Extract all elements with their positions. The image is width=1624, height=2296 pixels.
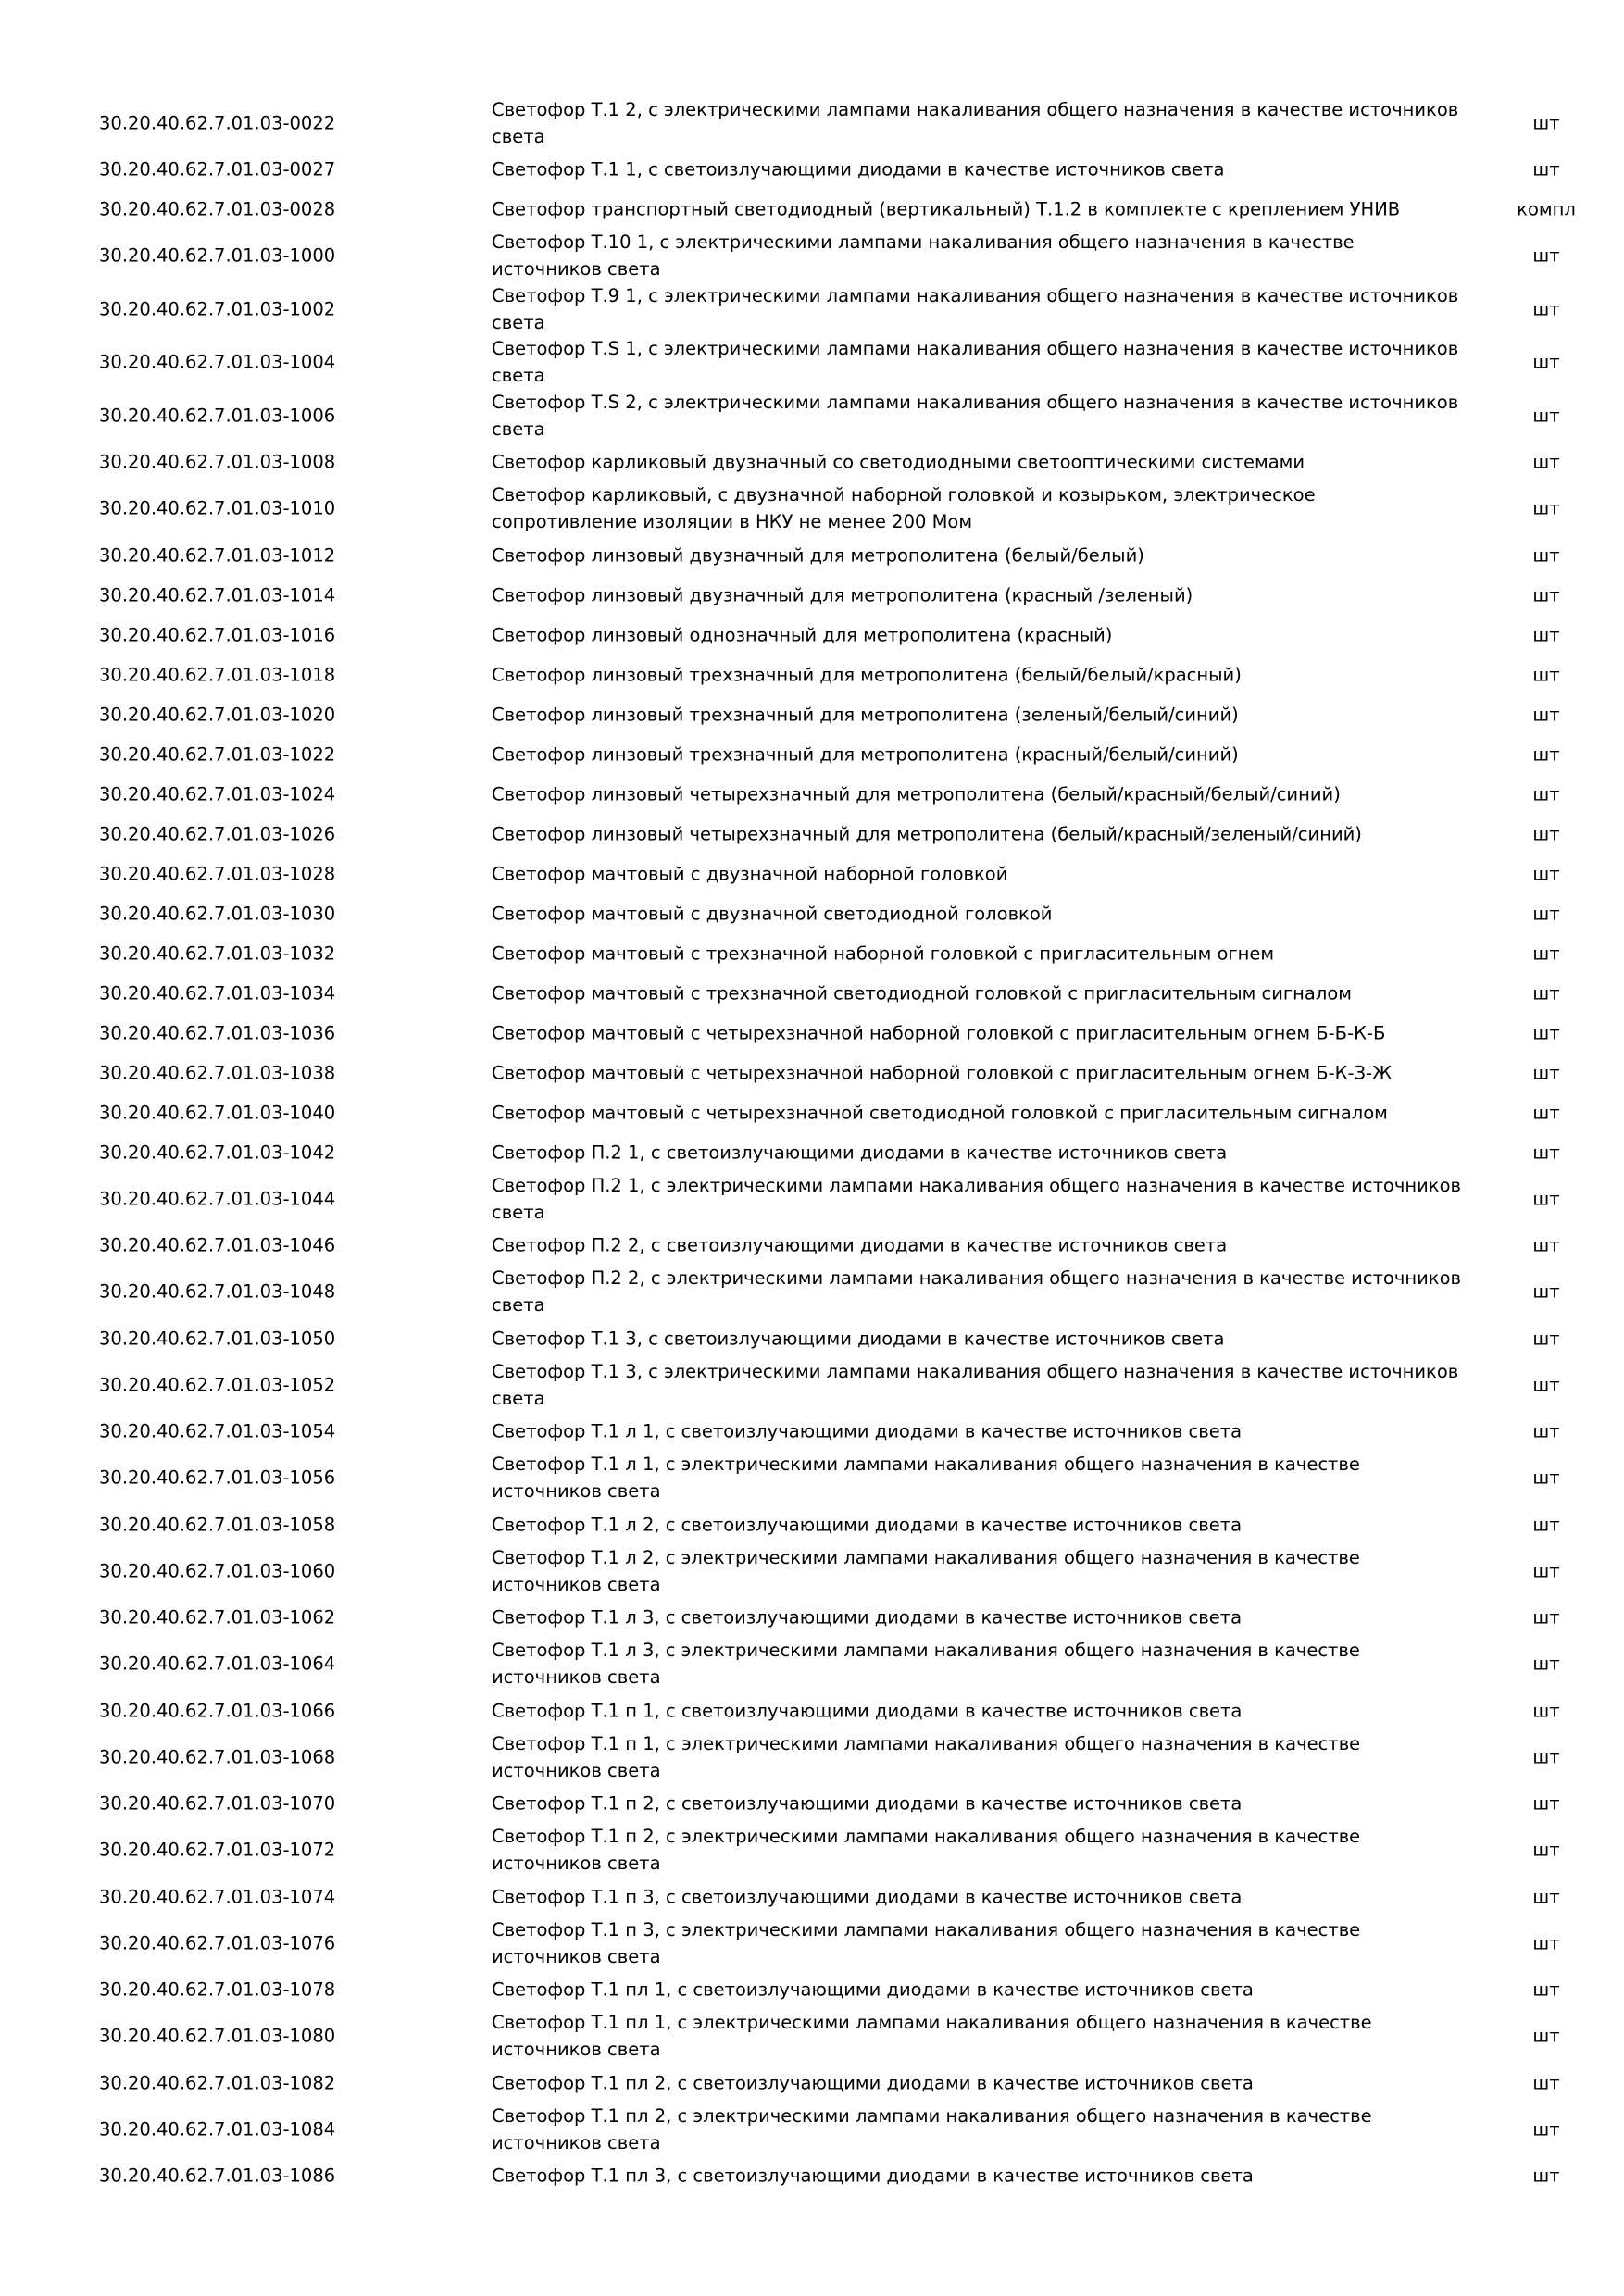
table-row — [0, 1877, 1624, 1916]
item-unit: шт — [1532, 351, 1560, 373]
item-code: 30.20.40.62.7.01.03-1070 — [99, 1792, 336, 1815]
item-code: 30.20.40.62.7.01.03-1052 — [99, 1374, 336, 1396]
item-name: Светофор Т.1 л 3, с электрическими лампами накаливания общего назначения в качестве источников света — [492, 1640, 1360, 1689]
item-name: Светофор П.2 2, с светоизлучающими диодами в качестве источников света — [492, 1234, 1228, 1256]
item-name: Светофор линзовый трехзначный для метрополитена (белый/белый/красный) — [492, 664, 1242, 685]
table-row — [0, 734, 1624, 774]
item-unit: шт — [1532, 1606, 1560, 1628]
item-unit: шт — [1532, 1102, 1560, 1123]
item-unit: шт — [1532, 112, 1560, 134]
item-code: 30.20.40.62.7.01.03-1022 — [99, 743, 336, 765]
item-code: 30.20.40.62.7.01.03-1034 — [99, 982, 336, 1004]
item-unit: шт — [1532, 1022, 1560, 1043]
item-name: Светофор Т.1 п 1, с электрическими лампами накаливания общего назначения в качестве источников света — [492, 1732, 1361, 1781]
item-unit: шт — [1532, 451, 1560, 473]
table-row — [0, 2156, 1624, 2196]
item-unit: шт — [1532, 1978, 1560, 2001]
item-name: Светофор П.2 2, с электрическими лампами накаливания общего назначения в качестве источников света — [492, 1267, 1462, 1316]
table-row — [0, 389, 1624, 443]
table-row — [0, 694, 1624, 734]
item-name: Светофор мачтовый с трехзначной светодиодной головкой с пригласительным сигналом — [492, 982, 1352, 1004]
item-code: 30.20.40.62.7.01.03-1074 — [99, 1886, 336, 1907]
item-code: 30.20.40.62.7.01.03-1020 — [99, 704, 336, 725]
item-name: Светофор линзовый однозначный для метрополитена (красный) — [492, 624, 1113, 645]
item-name: Светофор Т.1 пл 1, с электрическими лампами накаливания общего назначения в качестве источников света — [492, 2012, 1372, 2061]
item-unit: шт — [1532, 1514, 1560, 1535]
item-name: Светофор Т.1 пл 3, с светоизлучающими диодами в качестве источников света — [492, 2165, 1254, 2187]
table-row — [0, 482, 1624, 536]
item-name: Светофор Т.1 3, с светоизлучающими диодами в качестве источников света — [492, 1328, 1225, 1349]
item-unit: шт — [1532, 2025, 1560, 2047]
item-code: 30.20.40.62.7.01.03-1078 — [99, 1978, 336, 2001]
item-code: 30.20.40.62.7.01.03-1076 — [99, 1932, 336, 1954]
item-code: 30.20.40.62.7.01.03-1040 — [99, 1102, 336, 1123]
item-code: 30.20.40.62.7.01.03-1042 — [99, 1142, 336, 1163]
item-name: Светофор П.2 1, с электрическими лампами накаливания общего назначения в качестве источников света — [492, 1174, 1462, 1223]
item-code: 30.20.40.62.7.01.03-1008 — [99, 451, 336, 473]
item-unit: шт — [1532, 1700, 1560, 1721]
item-name: Светофор линзовый двузначный для метрополитена (красный /зеленый) — [492, 584, 1193, 605]
item-code: 30.20.40.62.7.01.03-1054 — [99, 1420, 336, 1442]
item-unit: шт — [1532, 1653, 1560, 1675]
item-unit: шт — [1532, 982, 1560, 1004]
item-unit: шт — [1532, 1839, 1560, 1861]
item-unit: шт — [1532, 544, 1560, 566]
item-unit: шт — [1532, 743, 1560, 765]
item-code: 30.20.40.62.7.01.03-1056 — [99, 1466, 336, 1489]
table-row — [0, 1691, 1624, 1730]
table-row — [0, 2063, 1624, 2103]
item-name: Светофор Т.10 1, с электрическими лампами накаливания общего назначения в качестве источников света — [492, 231, 1355, 281]
table-row — [0, 854, 1624, 893]
item-name: Светофор Т.1 п 2, с светоизлучающими диодами в качестве источников света — [492, 1792, 1243, 1815]
table-row — [0, 1638, 1624, 1691]
item-code: 30.20.40.62.7.01.03-1016 — [99, 624, 336, 645]
item-code: 30.20.40.62.7.01.03-1050 — [99, 1328, 336, 1349]
item-unit: шт — [1532, 1932, 1560, 1954]
item-name: Светофор Т.1 л 2, с электрическими лампами накаливания общего назначения в качестве источников света — [492, 1546, 1360, 1595]
table-row — [0, 973, 1624, 1013]
item-name: Светофор линзовый трехзначный для метрополитена (зеленый/белый/синий) — [492, 704, 1239, 725]
table-row — [0, 1970, 1624, 2010]
item-unit: шт — [1532, 863, 1560, 884]
table-row — [0, 575, 1624, 615]
item-code: 30.20.40.62.7.01.03-1010 — [99, 497, 336, 519]
item-unit: шт — [1532, 2072, 1560, 2093]
item-name: Светофор мачтовый с четырехзначной светодиодной головкой с пригласительным сигналом — [492, 1102, 1388, 1123]
item-code: 30.20.40.62.7.01.03-1048 — [99, 1280, 336, 1303]
item-name: Светофор Т.1 л 3, с светоизлучающими диодами в качестве источников света — [492, 1606, 1243, 1628]
item-name: Светофор Т.1 1, с светоизлучающими диодами в качестве источников света — [492, 158, 1225, 181]
item-unit: шт — [1532, 158, 1560, 181]
item-code: 30.20.40.62.7.01.03-1058 — [99, 1514, 336, 1535]
table-row — [0, 1412, 1624, 1452]
table-row — [0, 1544, 1624, 1598]
item-unit: шт — [1532, 1374, 1560, 1396]
item-unit: шт — [1532, 584, 1560, 605]
item-code: 30.20.40.62.7.01.03-1072 — [99, 1839, 336, 1861]
item-unit: шт — [1532, 942, 1560, 964]
item-name: Светофор мачтовый с трехзначной наборной головкой с пригласительным огнем — [492, 942, 1275, 964]
table-row — [0, 150, 1624, 190]
table-row — [0, 933, 1624, 973]
table-row — [0, 774, 1624, 814]
item-unit: шт — [1532, 1560, 1560, 1582]
item-code: 30.20.40.62.7.01.03-1000 — [99, 244, 336, 267]
item-name: Светофор Т.1 п 1, с светоизлучающими диодами в качестве источников света — [492, 1700, 1243, 1721]
item-name: Светофор мачтовый с двузначной наборной головкой — [492, 863, 1008, 884]
table-row — [0, 1452, 1624, 1505]
table-row — [0, 814, 1624, 854]
item-name: Светофор линзовый двузначный для метрополитена (белый/белый) — [492, 544, 1144, 566]
item-unit: шт — [1532, 704, 1560, 725]
item-name: Светофор мачтовый с двузначной светодиодной головкой — [492, 903, 1053, 924]
table-row — [0, 1318, 1624, 1358]
item-name: Светофор линзовый четырехзначный для метрополитена (белый/красный/зеленый/синий) — [492, 823, 1362, 844]
item-name: Светофор Т.1 3, с электрическими лампами накаливания общего назначения в качестве источников света — [492, 1360, 1459, 1409]
item-code: 30.20.40.62.7.01.03-0027 — [99, 158, 336, 181]
table-row — [0, 282, 1624, 336]
item-unit: шт — [1532, 823, 1560, 844]
item-code: 30.20.40.62.7.01.03-1012 — [99, 544, 336, 566]
table-row — [0, 1504, 1624, 1544]
item-unit: шт — [1532, 1420, 1560, 1442]
item-name: Светофор транспортный светодиодный (вертикальный) Т.1.2 в комплекте с креплением УНИВ — [492, 198, 1401, 220]
item-code: 30.20.40.62.7.01.03-1006 — [99, 405, 336, 427]
item-name: Светофор Т.1 л 1, с светоизлучающими диодами в качестве источников света — [492, 1420, 1243, 1442]
table-row — [0, 1730, 1624, 1784]
item-code: 30.20.40.62.7.01.03-1060 — [99, 1560, 336, 1582]
item-code: 30.20.40.62.7.01.03-1062 — [99, 1606, 336, 1628]
item-unit: шт — [1532, 1328, 1560, 1349]
table-row — [0, 655, 1624, 694]
item-unit: шт — [1532, 1886, 1560, 1907]
item-name: Светофор Т.1 2, с электрическими лампами накаливания общего назначения в качестве источников света — [492, 98, 1459, 147]
item-unit: шт — [1532, 244, 1560, 267]
item-code: 30.20.40.62.7.01.03-1014 — [99, 584, 336, 605]
item-code: 30.20.40.62.7.01.03-1030 — [99, 903, 336, 924]
item-code: 30.20.40.62.7.01.03-1018 — [99, 664, 336, 685]
item-code: 30.20.40.62.7.01.03-1032 — [99, 942, 336, 964]
item-code: 30.20.40.62.7.01.03-1002 — [99, 298, 336, 320]
item-unit: шт — [1532, 1280, 1560, 1303]
table-row — [0, 1132, 1624, 1172]
item-code: 30.20.40.62.7.01.03-1066 — [99, 1700, 336, 1721]
item-unit: шт — [1532, 1746, 1560, 1768]
item-name: Светофор Т.1 п 2, с электрическими лампами накаливания общего назначения в качестве источников света — [492, 1826, 1361, 1875]
item-code: 30.20.40.62.7.01.03-1084 — [99, 2118, 336, 2140]
item-code: 30.20.40.62.7.01.03-1082 — [99, 2072, 336, 2093]
item-code: 30.20.40.62.7.01.03-1024 — [99, 783, 336, 805]
table-row — [0, 1824, 1624, 1878]
item-unit: шт — [1532, 2165, 1560, 2187]
item-name: Светофор Т.1 пл 2, с светоизлучающими диодами в качестве источников света — [492, 2072, 1254, 2093]
item-unit: шт — [1532, 1188, 1560, 1210]
item-code: 30.20.40.62.7.01.03-1038 — [99, 1062, 336, 1083]
item-code: 30.20.40.62.7.01.03-1046 — [99, 1234, 336, 1256]
item-name: Светофор Т.1 пл 1, с светоизлучающими диодами в качестве источников света — [492, 1978, 1254, 2001]
table-row — [0, 2103, 1624, 2156]
table-row — [0, 1784, 1624, 1824]
item-unit: компл — [1517, 198, 1576, 220]
item-name: Светофор Т.S 2, с электрическими лампами накаливания общего назначения в качестве источников света — [492, 391, 1459, 440]
table-row — [0, 2010, 1624, 2064]
table-row — [0, 1092, 1624, 1132]
table-row — [0, 1226, 1624, 1266]
item-name: Светофор Т.1 л 1, с электрическими лампами накаливания общего назначения в качестве источников света — [492, 1454, 1360, 1503]
item-name: Светофор Т.1 п 3, с светоизлучающими диодами в качестве источников света — [492, 1886, 1243, 1907]
item-name: Светофор линзовый трехзначный для метрополитена (красный/белый/синий) — [492, 743, 1239, 765]
item-code: 30.20.40.62.7.01.03-1044 — [99, 1188, 336, 1210]
item-unit: шт — [1532, 2118, 1560, 2140]
price-table — [0, 96, 1624, 2196]
table-row — [0, 1013, 1624, 1053]
item-unit: шт — [1532, 1466, 1560, 1489]
item-code: 30.20.40.62.7.01.03-1026 — [99, 823, 336, 844]
item-name: Светофор Т.1 л 2, с светоизлучающими диодами в качестве источников света — [492, 1514, 1243, 1535]
table-row — [0, 1053, 1624, 1092]
item-name: Светофор линзовый четырехзначный для метрополитена (белый/красный/белый/синий) — [492, 783, 1341, 805]
item-unit: шт — [1532, 1062, 1560, 1083]
item-code: 30.20.40.62.7.01.03-1004 — [99, 351, 336, 373]
item-unit: шт — [1532, 624, 1560, 645]
item-unit: шт — [1532, 298, 1560, 320]
item-code: 30.20.40.62.7.01.03-1036 — [99, 1022, 336, 1043]
table-row — [0, 190, 1624, 230]
item-unit: шт — [1532, 903, 1560, 924]
item-name: Светофор Т.S 1, с электрическими лампами накаливания общего назначения в качестве источников света — [492, 338, 1459, 387]
table-row — [0, 1358, 1624, 1412]
table-row — [0, 535, 1624, 575]
item-unit: шт — [1532, 1234, 1560, 1256]
item-unit: шт — [1532, 405, 1560, 427]
table-row — [0, 1172, 1624, 1226]
item-name: Светофор карликовый двузначный со светодиодными светооптическими системами — [492, 451, 1305, 473]
item-unit: шт — [1532, 1792, 1560, 1815]
item-unit: шт — [1532, 664, 1560, 685]
item-name: Светофор мачтовый с четырехзначной наборной головкой с пригласительным огнем Б-К-З-Ж — [492, 1062, 1393, 1083]
item-name: Светофор карликовый, с двузначной наборной головкой и козырьком, электрическое сопротивление изоляции в НКУ не менее 200 Мом — [492, 484, 1316, 533]
table-row — [0, 336, 1624, 390]
table-row — [0, 230, 1624, 283]
item-code: 30.20.40.62.7.01.03-0028 — [99, 198, 336, 220]
table-row — [0, 1266, 1624, 1319]
item-unit: шт — [1532, 497, 1560, 519]
table-row — [0, 443, 1624, 482]
item-code: 30.20.40.62.7.01.03-1086 — [99, 2165, 336, 2187]
item-code: 30.20.40.62.7.01.03-1028 — [99, 863, 336, 884]
item-name: Светофор Т.1 пл 2, с электрическими лампами накаливания общего назначения в качестве источников света — [492, 2104, 1372, 2153]
item-code: 30.20.40.62.7.01.03-1064 — [99, 1653, 336, 1675]
item-unit: шт — [1532, 1142, 1560, 1163]
table-row — [0, 96, 1624, 150]
item-name: Светофор Т.9 1, с электрическими лампами накаливания общего назначения в качестве источников света — [492, 284, 1459, 333]
item-unit: шт — [1532, 783, 1560, 805]
table-row — [0, 1916, 1624, 1970]
item-name: Светофор Т.1 п 3, с электрическими лампами накаливания общего назначения в качестве источников света — [492, 1918, 1361, 1967]
item-code: 30.20.40.62.7.01.03-1080 — [99, 2025, 336, 2047]
table-row — [0, 1598, 1624, 1638]
item-name: Светофор П.2 1, с светоизлучающими диодами в качестве источников света — [492, 1142, 1228, 1163]
item-code: 30.20.40.62.7.01.03-1068 — [99, 1746, 336, 1768]
item-code: 30.20.40.62.7.01.03-0022 — [99, 112, 336, 134]
table-row — [0, 893, 1624, 933]
item-name: Светофор мачтовый с четырехзначной наборной головкой с пригласительным огнем Б-Б-К-Б — [492, 1022, 1386, 1043]
table-row — [0, 615, 1624, 655]
